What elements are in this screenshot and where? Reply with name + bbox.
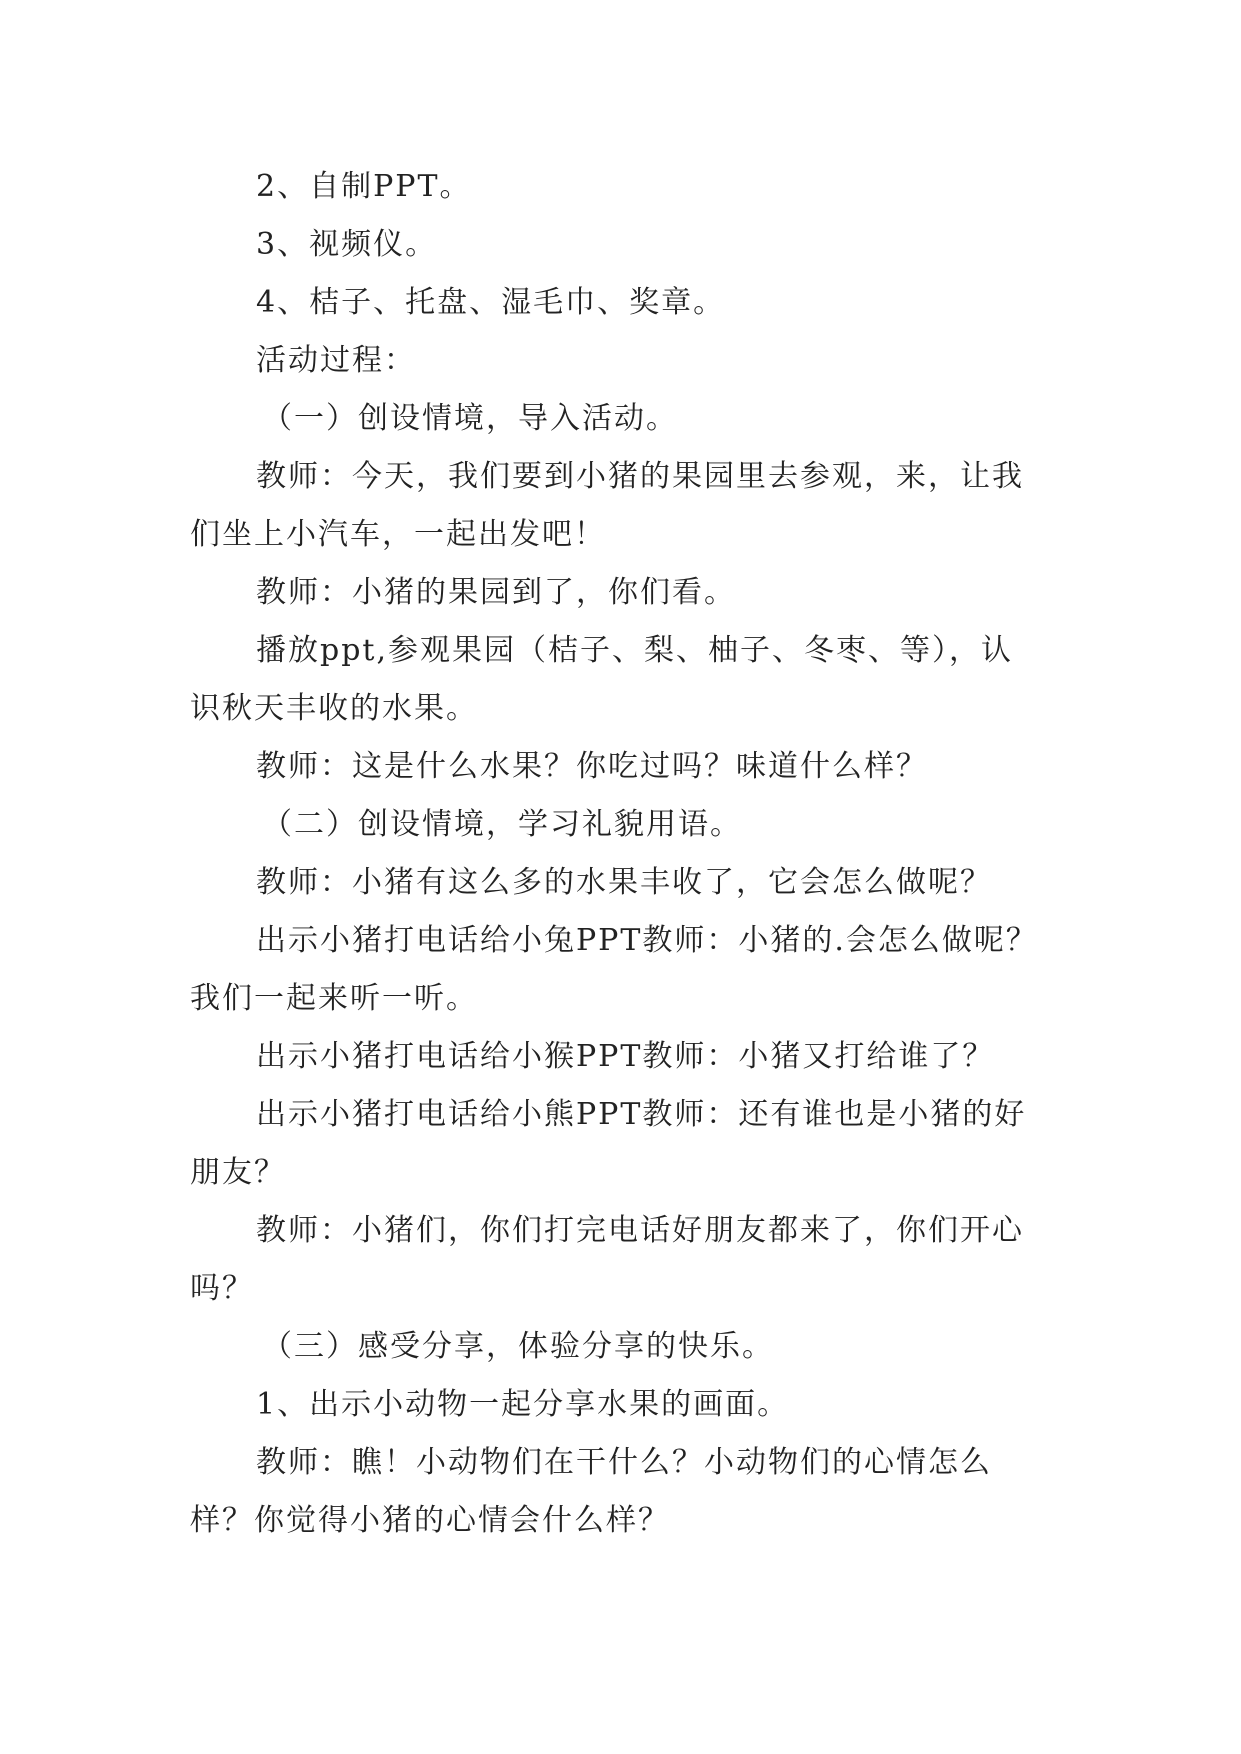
text-line: 3、视频仪。	[256, 227, 438, 262]
text-line: 教师：小猪的果园到了，你们看。	[256, 575, 736, 610]
text-line: 出示小猪打电话给小猴PPT教师：小猪又打给谁了？	[256, 1039, 995, 1074]
text-line: 出示小猪打电话给小兔PPT教师：小猪的.会怎么做呢？	[256, 923, 1038, 958]
text-line: 4、桔子、托盘、湿毛巾、奖章。	[256, 285, 726, 320]
text-line: 教师：小猪有这么多的水果丰收了，它会怎么做呢？	[256, 865, 992, 900]
section-heading: （三）感受分享，体验分享的快乐。	[262, 1329, 774, 1364]
section-heading: （一）创设情境，导入活动。	[262, 401, 678, 436]
text-line: 播放ppt,参观果园（桔子、梨、柚子、冬枣、等），认	[256, 633, 1013, 668]
text-line: 教师：这是什么水果？你吃过吗？味道什么样？	[256, 749, 928, 784]
text-line: 活动过程：	[256, 343, 416, 378]
text-line: 1、出示小动物一起分享水果的画面。	[256, 1387, 790, 1422]
text-line: 教师：今天，我们要到小猪的果园里去参观，来，让我	[256, 459, 1024, 494]
text-line: 们坐上小汽车，一起出发吧！	[190, 517, 606, 552]
text-line: 吗？	[190, 1271, 254, 1306]
text-line: 样？你觉得小猪的心情会什么样？	[190, 1503, 670, 1538]
text-line: 我们一起来听一听。	[190, 981, 478, 1016]
text-line: 朋友？	[190, 1155, 286, 1190]
section-heading: （二）创设情境，学习礼貌用语。	[262, 807, 742, 842]
text-line: 2、自制PPT。	[256, 169, 472, 204]
text-line: 识秋天丰收的水果。	[190, 691, 478, 726]
text-line: 教师：瞧！小动物们在干什么？小动物们的心情怎么	[256, 1445, 992, 1480]
text-line: 出示小猪打电话给小熊PPT教师：还有谁也是小猪的好	[256, 1097, 1027, 1132]
text-line: 教师：小猪们，你们打完电话好朋友都来了，你们开心	[256, 1213, 1024, 1248]
